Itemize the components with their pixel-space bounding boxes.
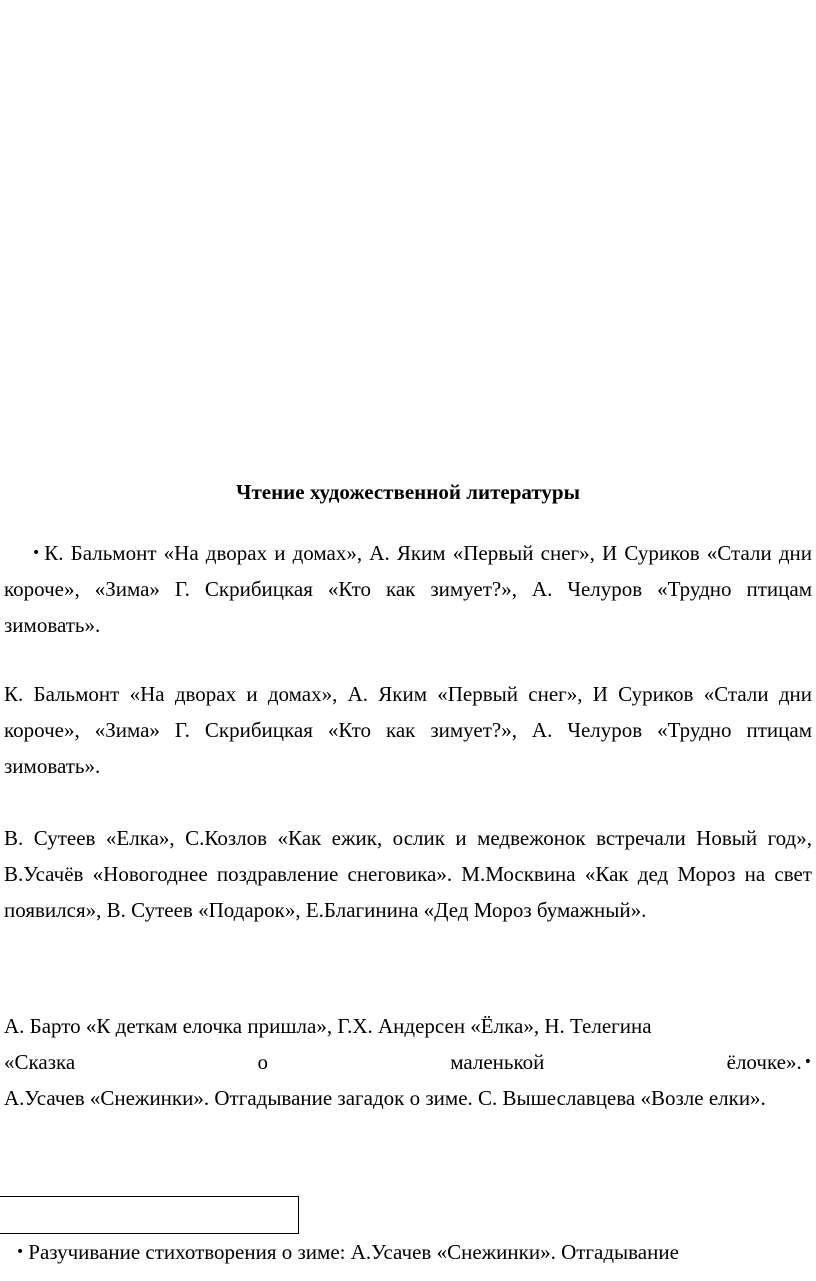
paragraph-4-word: маленькой: [450, 1050, 545, 1074]
paragraph-1: [4, 535, 812, 643]
paragraph-5: [16, 1234, 679, 1270]
bullet-icon: •: [32, 545, 41, 561]
paragraph-5-text: Разучивание стихотворения о зиме: А.Усачев «Снежинки». Отгадывание: [28, 1240, 679, 1264]
bullet-icon: •: [16, 1244, 25, 1260]
paragraph-3: В. Сутеев «Елка», С.Козлов «Как ежик, ослик и медвежонок встречали Новый год», В.Усачёв «Новогоднее поздравление снеговика». М.Москвина «Как дед Мороз на свет появился», В. Сутеев «Подарок», Е.Благинина «Дед Мороз бумажный».: [4, 826, 812, 922]
paragraph-4-word: о: [257, 1050, 268, 1074]
paragraph-4-word-last: ёлочке». •: [726, 1050, 812, 1074]
paragraph-4-word: «Сказка: [4, 1050, 76, 1074]
page-title: Чтение художественной литературы: [236, 480, 580, 504]
paragraph-4-rest: А.Усачев «Снежинки». Отгадывание загадок о зиме. С. Вышеславцева «Возле елки».: [4, 1086, 766, 1110]
paragraph-4-line-1: А. Барто «К деткам елочка пришла», Г.Х. Андерсен «Ёлка», Н. Телегина: [4, 1014, 652, 1038]
paragraph-4-line-2: [4, 1044, 812, 1080]
bullet-icon: •: [803, 1054, 812, 1070]
paragraph-4: [4, 1008, 812, 1116]
empty-box: [0, 1196, 299, 1234]
paragraph-1-text: К. Бальмонт «На дворах и домах», А. Яким «Первый снег», И Суриков «Стали дни короче», «Зима» Г. Скрибицкая «Кто как зимует?», А. Челуров «Трудно птицам зимовать».: [4, 541, 812, 637]
paragraph-2: К. Бальмонт «На дворах и домах», А. Яким «Первый снег», И Суриков «Стали дни короче», «Зима» Г. Скрибицкая «Кто как зимует?», А. Челуров «Трудно птицам зимовать».: [4, 682, 812, 778]
